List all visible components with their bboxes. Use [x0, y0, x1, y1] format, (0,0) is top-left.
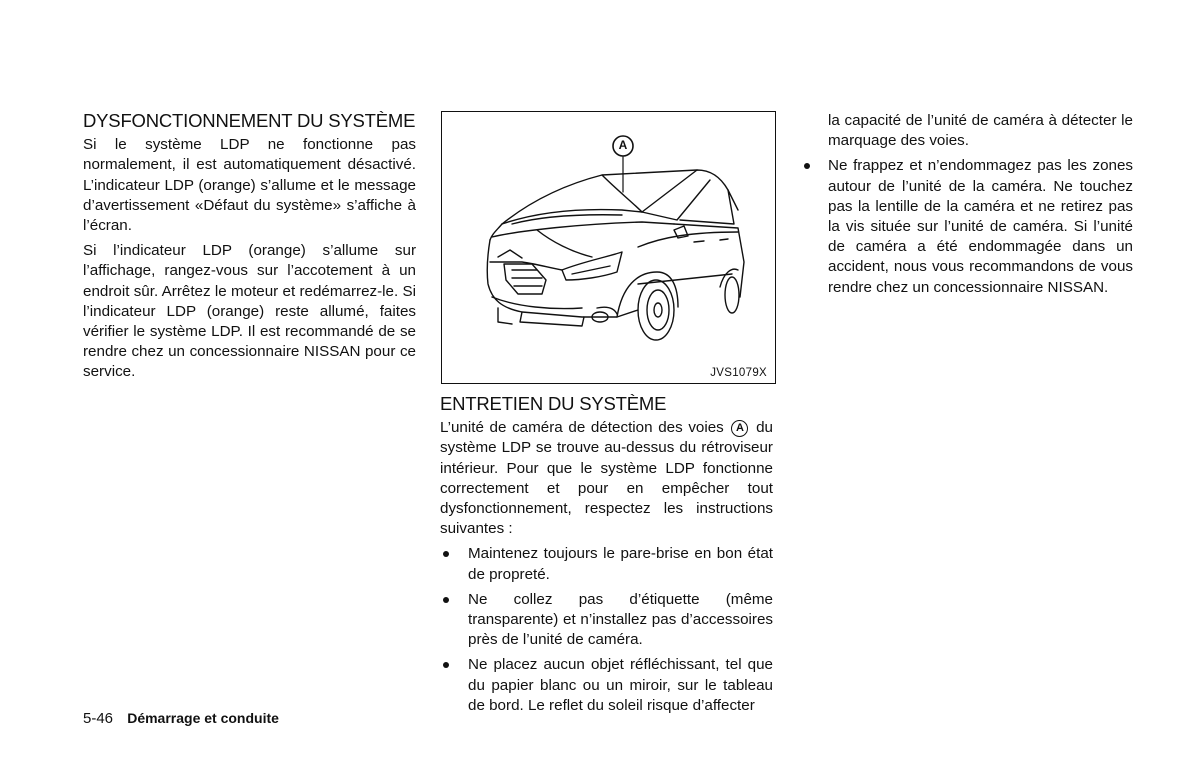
column-left — [83, 111, 416, 383]
paragraph — [440, 418, 773, 539]
section-heading-malfunction: DYSFONCTIONNEMENT DU SYSTÈME — [83, 110, 416, 131]
list-item: Maintenez toujours le pare-brise en bon état de propreté. — [440, 544, 773, 584]
paragraph: Si le système LDP ne fonctionne pas normalement, il est automatiquement désactivé. L’indicateur LDP (orange) s’allume et le message d’avertissement «Défaut du système» s’affiche à l’écran. — [83, 136, 416, 235]
car-illustration — [442, 112, 777, 385]
maintenance-list — [440, 544, 773, 716]
callout-a-marker: A — [731, 420, 748, 437]
intro-text-after: du système LDP se trouve au-dessus du rétroviseur intérieur. Pour que le système LDP fonctionne correctement et pour en empêcher tout dysfonctionnement, respectez les instructions suivantes : — [440, 419, 773, 538]
chapter-title: Démarrage et conduite — [127, 710, 279, 726]
intro-text-before: L’unité de caméra de détection des voies — [440, 419, 724, 437]
paragraph: Si l’indicateur LDP (orange) s’allume sur l’affichage, rangez-vous sur l’accotement à un endroit sûr. Arrêtez le moteur et redémarrez-le. Si l’indicateur LDP (orange) reste allumé, faites vérifier le système LDP. Il est recommandé de se rendre chez un concessionnaire NISSAN pour ce service. — [83, 242, 416, 381]
paragraph-continuation: la capacité de l’unité de caméra à détecter le marquage des voies. — [828, 112, 1133, 150]
maintenance-list-continued — [804, 156, 1133, 297]
list-item: Ne placez aucun objet réfléchissant, tel que du papier blanc ou un miroir, sur le tableau de bord. Le reflet du soleil risque d’affecter — [440, 655, 773, 716]
column-right — [804, 111, 1133, 298]
list-item: Ne collez pas d’étiquette (même transparente) et n’installez pas d’accessoires près de l’unité de caméra. — [440, 590, 773, 651]
callout-a-label: A — [618, 138, 628, 152]
page-footer — [83, 710, 279, 727]
section-heading-maintenance: ENTRETIEN DU SYSTÈME — [440, 393, 667, 414]
column-middle — [440, 394, 773, 716]
list-item: Ne frappez et n’endommagez pas les zones autour de l’unité de la caméra. Ne touchez pas la lentille de la caméra et ne retirez pas la vis située sur l’unité de caméra. Si l’unité de caméra a été endommagée dans un accident, nous vous recommandons de vous rendre chez un concessionnaire NISSAN. — [804, 156, 1133, 297]
car-illustration-figure — [441, 111, 776, 384]
page-number: 5-46 — [83, 710, 114, 727]
figure-code: JVS1079X — [710, 367, 767, 379]
